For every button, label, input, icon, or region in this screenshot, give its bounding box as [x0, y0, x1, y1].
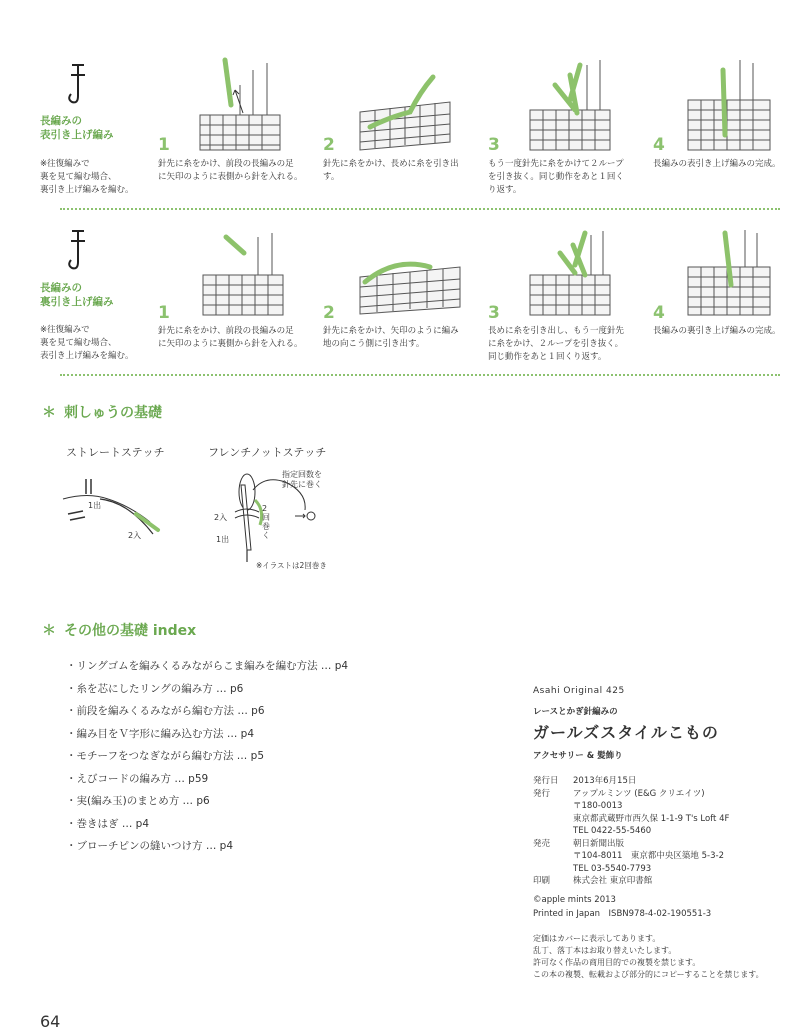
- book-subtitle-2: アクセサリー & 髪飾り: [533, 751, 623, 761]
- back-step-4-illustration: [685, 225, 775, 324]
- front-step-2-illustration: [355, 72, 455, 156]
- straight-stitch-title: ストレートステッチ: [66, 446, 165, 459]
- pub-row: 発行 アップルミンツ (E&G クリエイツ): [533, 788, 705, 799]
- front-post-symbol-icon: [62, 62, 92, 110]
- back-step-3-number: 3: [488, 303, 500, 323]
- back-step-2-text: 針先に糸をかけ、矢印のように編み 地の向こう側に引き出す。: [323, 326, 459, 349]
- index-item: ・えびコードの編み方 … p59: [66, 772, 209, 785]
- french-label-2wraps: 2 回 巻 く: [262, 504, 270, 540]
- pub-row: 〒104-8011 東京都中央区築地 5-3-2: [573, 851, 724, 861]
- series-name: Asahi Original 425: [533, 686, 625, 696]
- french-label-wrap: 指定回数を 針先に巻く: [282, 470, 322, 489]
- dotted-divider-2: [60, 374, 780, 376]
- back-step-3-text: 長めに糸を引き出し、もう一度針先 に糸をかけ、２ループを引き抜く。 同じ動作をあと１回くり返す。: [488, 326, 625, 362]
- front-step-4-illustration: [685, 55, 775, 159]
- star-icon: ＊: [42, 623, 56, 639]
- back-step-1-number: 1: [158, 303, 170, 323]
- pub-row: TEL 0422-55-5460: [573, 826, 652, 836]
- page-number: 64: [40, 1012, 61, 1031]
- pub-row: 印刷 株式会社 東京印書館: [533, 876, 653, 886]
- front-post-label: 長編みの 表引き上げ編み: [40, 115, 114, 141]
- straight-stitch-illustration: [58, 474, 168, 553]
- french-label-2in: 2入: [214, 513, 228, 522]
- pub-row: 発売 朝日新聞出版: [533, 838, 625, 849]
- front-step-3-number: 3: [488, 135, 500, 155]
- front-step-2-number: 2: [323, 135, 335, 155]
- pub-row: TEL 03-5540-7793: [573, 863, 652, 874]
- front-step-1-number: 1: [158, 135, 170, 155]
- book-subtitle: レースとかぎ針編みの: [533, 707, 618, 717]
- back-post-note: ※往復編みで 裏を見て編む場合、 表引き上げ編みを編む。: [40, 325, 134, 361]
- french-knot-title: フレンチノットステッチ: [208, 446, 327, 459]
- copyright: ©apple mints 2013: [533, 894, 616, 905]
- index-list: [66, 655, 348, 858]
- pub-row: 東京都武蔵野市西久保 1-1-9 T's Loft 4F: [573, 813, 730, 824]
- index-item: ・モチーフをつなぎながら編む方法 … p5: [66, 750, 264, 762]
- embroidery-heading: ＊ 刺しゅうの基礎: [42, 405, 162, 421]
- index-item: ・実(編み玉)のまとめ方 … p6: [66, 795, 210, 807]
- front-step-4-number: 4: [653, 135, 665, 155]
- front-step-1-illustration: [195, 55, 285, 159]
- back-step-2-number: 2: [323, 303, 335, 323]
- other-basics-heading: ＊ その他の基礎 index: [42, 623, 197, 639]
- back-step-2-illustration: [355, 242, 465, 321]
- pub-row: 〒180-0013: [573, 801, 623, 811]
- index-item: ・巻きはぎ … p4: [66, 817, 150, 830]
- front-step-2-text: 針先に糸をかけ、長めに糸を引き出 す。: [323, 159, 459, 182]
- publication-rows: [533, 775, 793, 888]
- straight-label-2in: 2入: [128, 531, 142, 540]
- dotted-divider-1: [60, 208, 780, 210]
- back-step-4-number: 4: [653, 303, 665, 323]
- legal-notes: 定価はカバーに表示してあります。 乱丁、落丁本はお取り替えいたします。 許可なく作品の商用目的での複製を禁じます。 この本の複製、転載および部分的にコピーすることを禁じます。: [533, 933, 764, 979]
- printed-isbn: Printed in Japan ISBN978-4-02-190551-3: [533, 908, 712, 919]
- index-item: ・編み目をＶ字形に編み込む方法 … p4: [66, 727, 255, 740]
- front-step-3-text: もう一度針先に糸をかけて２ループ を引き抜く。同じ動作をあと１回く り返す。: [488, 159, 624, 195]
- french-label-1out: 1出: [216, 535, 230, 544]
- star-icon: ＊: [42, 405, 56, 421]
- back-step-1-illustration: [198, 225, 288, 324]
- back-step-1-text: 針先に糸をかけ、前段の長編みの足 に矢印のように裏側から針を入れる。: [158, 326, 303, 349]
- index-item: ・ブローチピンの縫いつけ方 … p4: [66, 840, 234, 852]
- back-step-3-illustration: [525, 225, 615, 324]
- back-post-symbol-icon: [62, 228, 92, 276]
- front-step-1-text: 針先に糸をかけ、前段の長編みの足 に矢印のように表側から針を入れる。: [158, 159, 303, 182]
- colophon: [533, 686, 793, 981]
- index-item: ・糸を芯にしたリングの編み方 … p6: [66, 682, 244, 695]
- straight-label-1out: 1出: [88, 501, 102, 510]
- index-item: ・前段を編みくるみながら編む方法 … p6: [66, 705, 265, 717]
- french-illustration-note: ※イラストは2回巻き: [256, 561, 327, 570]
- front-step-4-text: 長編みの表引き上げ編みの完成。: [653, 159, 781, 169]
- index-item: ・リングゴムを編みくるみながらこま編みを編む方法 … p4: [66, 660, 349, 672]
- front-post-note: ※往復編みで 裏を見て編む場合、 裏引き上げ編みを編む。: [40, 159, 134, 195]
- back-post-label: 長編みの 裏引き上げ編み: [40, 282, 114, 308]
- back-step-4-text: 長編みの裏引き上げ編みの完成。: [653, 326, 781, 336]
- book-title: ガールズスタイルこもの: [533, 723, 719, 742]
- pub-row: 発行日 2013年6月15日: [533, 776, 637, 786]
- front-step-3-illustration: [525, 55, 615, 159]
